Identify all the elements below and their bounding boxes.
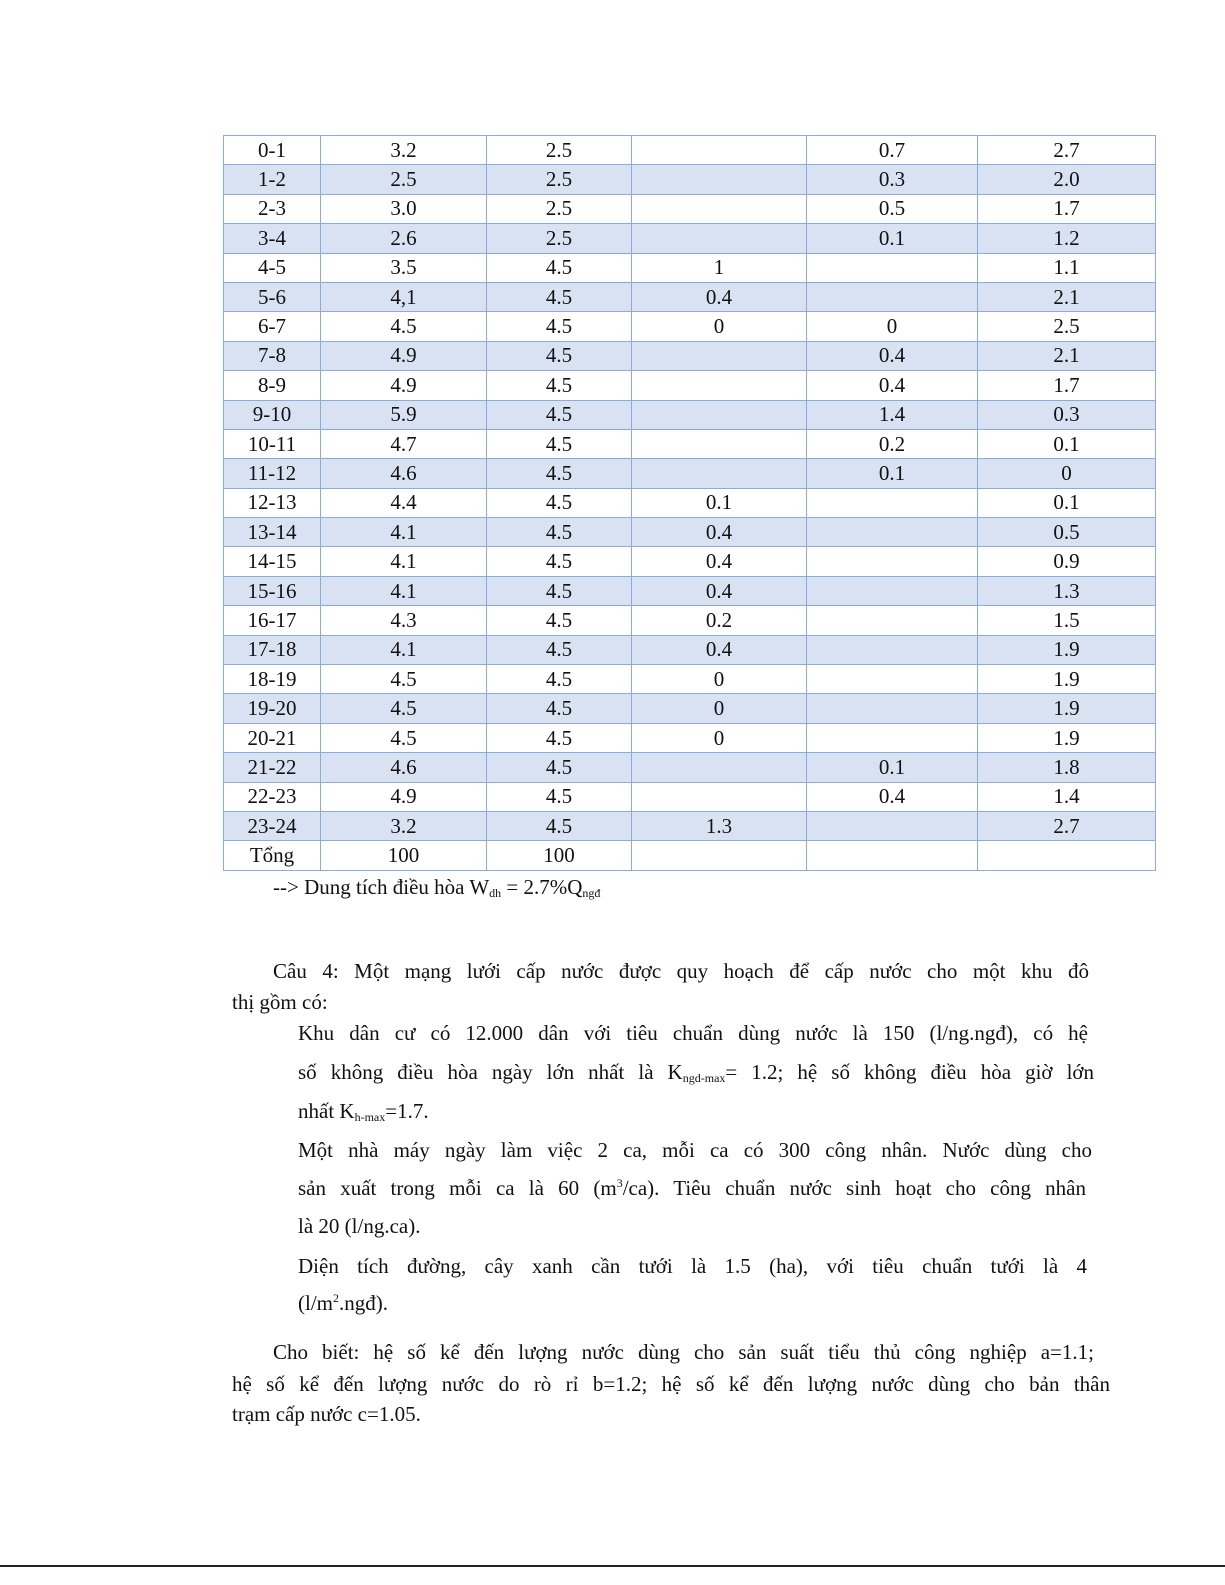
cell-pump-supply-percent: 2.5: [487, 224, 632, 253]
cell-tank-outflow: 0: [807, 312, 978, 341]
cell-hour: Tổng: [224, 841, 321, 870]
cell-consumption-percent: 4.9: [321, 782, 487, 811]
table-row: [224, 165, 1156, 194]
cell-pump-supply-percent: 4.5: [487, 371, 632, 400]
cell-tank-outflow: 0.3: [807, 165, 978, 194]
water-balance-table-wrapper: [223, 135, 1155, 871]
cell-tank-remaining: 1.9: [978, 723, 1156, 752]
cell-tank-remaining: 2.1: [978, 341, 1156, 370]
cell-tank-remaining: 2.7: [978, 811, 1156, 840]
cell-pump-supply-percent: 4.5: [487, 665, 632, 694]
cell-consumption-percent: 4,1: [321, 282, 487, 311]
table-row: [224, 723, 1156, 752]
cell-consumption-percent: 4.9: [321, 371, 487, 400]
cell-hour: 12-13: [224, 488, 321, 517]
table-row: [224, 341, 1156, 370]
cell-tank-inflow: [632, 429, 807, 458]
cell-hour: 0-1: [224, 136, 321, 165]
table-row: [224, 194, 1156, 223]
cell-tank-remaining: 1.2: [978, 224, 1156, 253]
cell-hour: 20-21: [224, 723, 321, 752]
cell-pump-supply-percent: 4.5: [487, 282, 632, 311]
cell-hour: 23-24: [224, 811, 321, 840]
cell-consumption-percent: 4.7: [321, 429, 487, 458]
cell-tank-remaining: 0.9: [978, 547, 1156, 576]
cell-hour: 19-20: [224, 694, 321, 723]
cell-pump-supply-percent: 4.5: [487, 576, 632, 605]
cell-pump-supply-percent: 4.5: [487, 429, 632, 458]
cell-tank-inflow: [632, 782, 807, 811]
cell-tank-outflow: [807, 811, 978, 840]
bullet-2-line-1: Một nhà máy ngày làm việc 2 ca, mỗi ca có 300 công nhân. Nước dùng cho: [298, 1138, 1092, 1162]
table-row: [224, 400, 1156, 429]
cell-tank-inflow: [632, 341, 807, 370]
conclusion-subscript: dh: [489, 886, 502, 900]
cell-tank-remaining: 1.1: [978, 253, 1156, 282]
k-h-max-subscript: h-max: [354, 1110, 386, 1124]
cell-tank-inflow: 0.4: [632, 635, 807, 664]
cell-consumption-percent: 2.6: [321, 224, 487, 253]
table-row: [224, 136, 1156, 165]
cell-hour: 14-15: [224, 547, 321, 576]
cell-tank-inflow: 0.4: [632, 282, 807, 311]
cell-consumption-percent: 4.4: [321, 488, 487, 517]
cell-pump-supply-percent: 4.5: [487, 547, 632, 576]
table-row: [224, 665, 1156, 694]
cell-tank-inflow: 0.4: [632, 576, 807, 605]
cell-tank-outflow: 1.4: [807, 400, 978, 429]
cell-tank-outflow: [807, 253, 978, 282]
cell-consumption-percent: 4.5: [321, 312, 487, 341]
cell-tank-inflow: [632, 459, 807, 488]
cell-tank-remaining: 1.9: [978, 635, 1156, 664]
cell-hour: 4-5: [224, 253, 321, 282]
cell-tank-outflow: [807, 694, 978, 723]
cell-tank-outflow: [807, 635, 978, 664]
cell-tank-remaining: 0.3: [978, 400, 1156, 429]
given-line-3: trạm cấp nước c=1.05.: [232, 1402, 421, 1426]
cell-pump-supply-percent: 4.5: [487, 400, 632, 429]
table-row: [224, 841, 1156, 870]
cell-tank-outflow: [807, 841, 978, 870]
cell-pump-supply-percent: 4.5: [487, 723, 632, 752]
cell-tank-outflow: [807, 282, 978, 311]
cell-tank-remaining: 1.7: [978, 194, 1156, 223]
cell-hour: 2-3: [224, 194, 321, 223]
cell-tank-outflow: [807, 665, 978, 694]
table-row: [224, 635, 1156, 664]
cell-tank-inflow: 0.2: [632, 606, 807, 635]
cell-consumption-percent: 3.2: [321, 136, 487, 165]
cell-tank-outflow: 0.5: [807, 194, 978, 223]
cell-tank-remaining: 0.1: [978, 488, 1156, 517]
cell-consumption-percent: 4.1: [321, 547, 487, 576]
cell-tank-remaining: 1.5: [978, 606, 1156, 635]
cell-tank-remaining: 0.5: [978, 518, 1156, 547]
cell-tank-outflow: 0.4: [807, 341, 978, 370]
cell-consumption-percent: 4.6: [321, 459, 487, 488]
cell-tank-remaining: 1.3: [978, 576, 1156, 605]
cell-tank-remaining: 2.0: [978, 165, 1156, 194]
table-row: [224, 576, 1156, 605]
cell-tank-remaining: 1.7: [978, 371, 1156, 400]
bullet-3-line-1: Diện tích đường, cây xanh cần tưới là 1.5 (ha), với tiêu chuẩn tưới là 4: [298, 1254, 1087, 1278]
cell-tank-inflow: 0: [632, 312, 807, 341]
cell-tank-remaining: 0.1: [978, 429, 1156, 458]
cell-pump-supply-percent: 4.5: [487, 782, 632, 811]
cell-pump-supply-percent: 4.5: [487, 694, 632, 723]
cell-hour: 9-10: [224, 400, 321, 429]
cell-tank-remaining: 1.9: [978, 665, 1156, 694]
cell-pump-supply-percent: 2.5: [487, 165, 632, 194]
cell-tank-inflow: 0: [632, 694, 807, 723]
cell-tank-outflow: [807, 488, 978, 517]
given-line-1: Cho biết: hệ số kể đến lượng nước dùng cho sản suất tiểu thủ công nghiệp a=1.1;: [273, 1340, 1094, 1364]
table-row: [224, 429, 1156, 458]
question-heading-line-2: thị gồm có:: [232, 990, 328, 1014]
cell-tank-inflow: 0.4: [632, 547, 807, 576]
cell-tank-outflow: 0.4: [807, 371, 978, 400]
cell-pump-supply-percent: 4.5: [487, 635, 632, 664]
cell-pump-supply-percent: 4.5: [487, 488, 632, 517]
cell-tank-inflow: [632, 224, 807, 253]
cell-consumption-percent: 4.9: [321, 341, 487, 370]
cell-tank-inflow: [632, 165, 807, 194]
cell-consumption-percent: 4.1: [321, 518, 487, 547]
cell-hour: 22-23: [224, 782, 321, 811]
table-row: [224, 518, 1156, 547]
table-row: [224, 811, 1156, 840]
cell-tank-inflow: 0: [632, 665, 807, 694]
conclusion-formula: = 2.7%Q: [501, 875, 583, 899]
cell-tank-outflow: [807, 518, 978, 547]
cell-hour: 17-18: [224, 635, 321, 664]
bullet-3-line-2: $(l/m^2.ngđ)$.: [298, 1291, 388, 1315]
bullet-1-line-1: Khu dân cư có 12.000 dân với tiêu chuẩn dùng nước là 150 (l/ng.ngđ), có hệ: [298, 1021, 1088, 1045]
cell-tank-inflow: 0.1: [632, 488, 807, 517]
table-row: [224, 547, 1156, 576]
table-body: [224, 136, 1156, 871]
cell-tank-inflow: [632, 400, 807, 429]
cell-pump-supply-percent: 4.5: [487, 606, 632, 635]
square-superscript: 2: [333, 1291, 339, 1305]
bullet-1-line-2: số không điều hòa ngày lớn nhất là $K_{ngd-max}= 1.2$; hệ số không điều hòa giờ lớn: [298, 1060, 1095, 1085]
cell-tank-outflow: [807, 576, 978, 605]
cell-pump-supply-percent: 4.5: [487, 753, 632, 782]
cell-hour: 21-22: [224, 753, 321, 782]
cell-tank-outflow: 0.4: [807, 782, 978, 811]
cell-tank-inflow: [632, 136, 807, 165]
cubic-superscript: 3: [616, 1176, 623, 1190]
cell-tank-outflow: [807, 547, 978, 576]
cell-tank-outflow: [807, 606, 978, 635]
cell-consumption-percent: 3.0: [321, 194, 487, 223]
cell-hour: 10-11: [224, 429, 321, 458]
cell-hour: 8-9: [224, 371, 321, 400]
table-row: [224, 488, 1156, 517]
cell-tank-inflow: 0.4: [632, 518, 807, 547]
cell-consumption-percent: 4.1: [321, 576, 487, 605]
cell-pump-supply-percent: 4.5: [487, 811, 632, 840]
cell-tank-remaining: 1.8: [978, 753, 1156, 782]
cell-tank-remaining: 0: [978, 459, 1156, 488]
conclusion-subscript-2: ngđ: [582, 886, 601, 900]
cell-tank-outflow: 0.1: [807, 753, 978, 782]
cell-tank-inflow: 0: [632, 723, 807, 752]
page-bottom-border: [0, 1565, 1225, 1567]
bullet-2-line-2: sản xuất trong mỗi ca là 60 $(m^3/ca)$. Tiêu chuẩn nước sinh hoạt cho công nhân: [298, 1176, 1086, 1200]
cell-tank-inflow: [632, 753, 807, 782]
cell-consumption-percent: 5.9: [321, 400, 487, 429]
cell-hour: 1-2: [224, 165, 321, 194]
table-row: [224, 312, 1156, 341]
cell-pump-supply-percent: 4.5: [487, 459, 632, 488]
cell-tank-outflow: 0.2: [807, 429, 978, 458]
cell-hour: 16-17: [224, 606, 321, 635]
cell-hour: 3-4: [224, 224, 321, 253]
cell-pump-supply-percent: 4.5: [487, 341, 632, 370]
table-row: [224, 606, 1156, 635]
cell-pump-supply-percent: 4.5: [487, 253, 632, 282]
cell-consumption-percent: 4.6: [321, 753, 487, 782]
cell-consumption-percent: 4.5: [321, 694, 487, 723]
cell-consumption-percent: 4.1: [321, 635, 487, 664]
table-row: [224, 459, 1156, 488]
question-heading-line-1: Câu 4: Một mạng lưới cấp nước được quy hoạch để cấp nước cho một khu đô: [273, 959, 1089, 983]
conclusion-text: --> Dung tích điều hòa W: [273, 875, 490, 899]
regulation-volume-conclusion: [273, 872, 600, 903]
cell-pump-supply-percent: 2.5: [487, 194, 632, 223]
cell-hour: 7-8: [224, 341, 321, 370]
cell-tank-remaining: 2.7: [978, 136, 1156, 165]
table-row: [224, 282, 1156, 311]
cell-hour: 18-19: [224, 665, 321, 694]
bullet-1-line-3: nhất $K_{h-max}=1.7$.: [298, 1099, 429, 1124]
cell-tank-inflow: [632, 371, 807, 400]
cell-consumption-percent: 3.2: [321, 811, 487, 840]
cell-hour: 5-6: [224, 282, 321, 311]
cell-tank-outflow: 0.1: [807, 224, 978, 253]
cell-tank-remaining: [978, 841, 1156, 870]
bullet-2-line-3: là 20 (l/ng.ca).: [298, 1214, 421, 1238]
table-row: [224, 694, 1156, 723]
table-row: [224, 224, 1156, 253]
cell-consumption-percent: 4.5: [321, 665, 487, 694]
cell-tank-remaining: 2.5: [978, 312, 1156, 341]
cell-pump-supply-percent: 4.5: [487, 518, 632, 547]
cell-consumption-percent: 4.3: [321, 606, 487, 635]
k-ngd-max-subscript: ngd-max: [682, 1071, 726, 1085]
cell-consumption-percent: 4.5: [321, 723, 487, 752]
cell-consumption-percent: 2.5: [321, 165, 487, 194]
cell-tank-inflow: 1.3: [632, 811, 807, 840]
table-row: [224, 753, 1156, 782]
cell-tank-inflow: [632, 841, 807, 870]
cell-tank-remaining: 2.1: [978, 282, 1156, 311]
cell-tank-outflow: 0.1: [807, 459, 978, 488]
given-line-2: hệ số kể đến lượng nước do rò rỉ b=1.2; hệ số kể đến lượng nước dùng cho bản thân: [232, 1372, 1110, 1396]
cell-tank-remaining: 1.9: [978, 694, 1156, 723]
cell-tank-outflow: [807, 723, 978, 752]
cell-hour: 13-14: [224, 518, 321, 547]
cell-consumption-percent: 3.5: [321, 253, 487, 282]
cell-tank-outflow: 0.7: [807, 136, 978, 165]
cell-tank-inflow: [632, 194, 807, 223]
cell-hour: 11-12: [224, 459, 321, 488]
cell-hour: 15-16: [224, 576, 321, 605]
table-row: [224, 253, 1156, 282]
cell-pump-supply-percent: 2.5: [487, 136, 632, 165]
cell-tank-inflow: 1: [632, 253, 807, 282]
cell-hour: 6-7: [224, 312, 321, 341]
table-row: [224, 371, 1156, 400]
cell-pump-supply-percent: 100: [487, 841, 632, 870]
cell-pump-supply-percent: 4.5: [487, 312, 632, 341]
table-row: [224, 782, 1156, 811]
cell-tank-remaining: 1.4: [978, 782, 1156, 811]
water-balance-table: [223, 135, 1156, 871]
cell-consumption-percent: 100: [321, 841, 487, 870]
